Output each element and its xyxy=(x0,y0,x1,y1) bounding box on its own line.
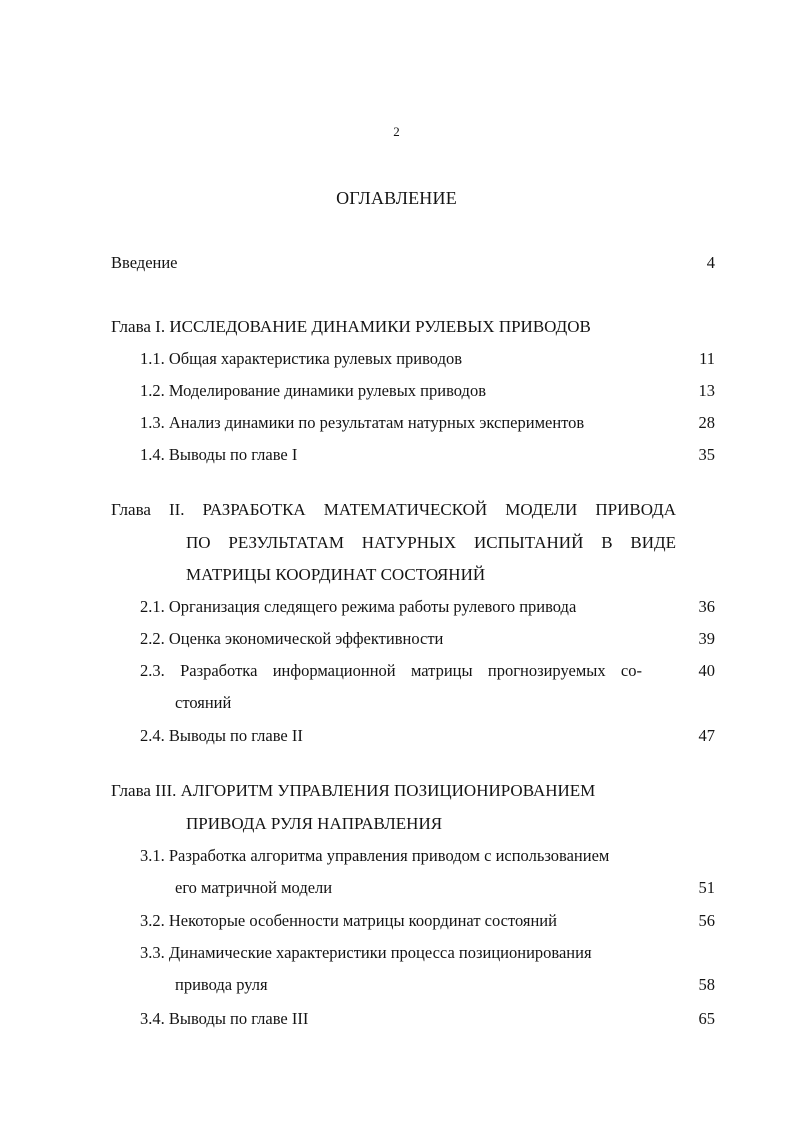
toc-page-2-2: 39 xyxy=(698,629,715,648)
toc-entry-1-2: 1.2. Моделирование динамики рулевых приводов xyxy=(140,381,486,400)
toc-entry-2-4: 2.4. Выводы по главе II xyxy=(140,726,303,745)
chapter-3-title-line-2: ПРИВОДА РУЛЯ НАПРАВЛЕНИЯ xyxy=(186,814,443,833)
toc-page-2-3: 40 xyxy=(698,661,715,680)
toc-entry-1-1: 1.1. Общая характеристика рулевых приводов xyxy=(140,349,463,368)
toc-entry-1-4: 1.4. Выводы по главе I xyxy=(140,445,298,464)
toc-page-2-1: 36 xyxy=(698,597,715,616)
toc-entry-3-3-line-1: 3.3. Динамические характеристики процесса позиционирования xyxy=(140,943,592,962)
toc-page-3-1: 51 xyxy=(698,878,715,897)
chapter-2-title-line-3: МАТРИЦЫ КООРДИНАТ СОСТОЯНИЙ xyxy=(186,565,486,584)
toc-page-3-3: 58 xyxy=(698,975,715,994)
chapter-2-title-line-2: ПО РЕЗУЛЬТАТАМ НАТУРНЫХ ИСПЫТАНИЙ В ВИДЕ xyxy=(186,533,676,552)
toc-entry-3-4: 3.4. Выводы по главе III xyxy=(140,1009,309,1028)
toc-entry-2-3-line-2: стояний xyxy=(175,693,232,712)
toc-entry-intro: Введение xyxy=(111,253,178,272)
toc-page-3-4: 65 xyxy=(698,1009,715,1028)
toc-entry-3-1-line-1: 3.1. Разработка алгоритма управления приводом с использованием xyxy=(140,846,610,865)
toc-page-intro: 4 xyxy=(706,253,715,272)
toc-entry-2-3-line-1: 2.3. Разработка информационной матрицы прогнозируемых со- xyxy=(140,661,642,680)
page-number: 2 xyxy=(393,124,400,139)
toc-page-1-4: 35 xyxy=(698,445,715,464)
toc-entry-3-1-line-2: его матричной модели xyxy=(175,878,333,897)
toc-title: ОГЛАВЛЕНИЕ xyxy=(336,188,457,208)
toc-entry-3-3-line-2: привода руля xyxy=(175,975,268,994)
chapter-1-title: Глава I. ИССЛЕДОВАНИЕ ДИНАМИКИ РУЛЕВЫХ ПРИВОДОВ xyxy=(111,317,591,336)
toc-page-2-4: 47 xyxy=(698,726,715,745)
toc-page-1-3: 28 xyxy=(698,413,715,432)
chapter-3-title-line-1: Глава III. АЛГОРИТМ УПРАВЛЕНИЯ ПОЗИЦИОНИРОВАНИЕМ xyxy=(111,781,596,800)
toc-page-1-2: 13 xyxy=(698,381,715,400)
toc-entry-3-2: 3.2. Некоторые особенности матрицы координат состояний xyxy=(140,911,557,930)
toc-entry-2-2: 2.2. Оценка экономической эффективности xyxy=(140,629,444,648)
chapter-2-title-line-1: Глава II. РАЗРАБОТКА МАТЕМАТИЧЕСКОЙ МОДЕЛИ ПРИВОДА xyxy=(111,500,676,519)
toc-entry-2-1: 2.1. Организация следящего режима работы рулевого привода xyxy=(140,597,577,616)
toc-page-3-2: 56 xyxy=(698,911,715,930)
toc-entry-1-3: 1.3. Анализ динамики по результатам натурных экспериментов xyxy=(140,413,585,432)
toc-page-1-1: 11 xyxy=(699,349,715,368)
